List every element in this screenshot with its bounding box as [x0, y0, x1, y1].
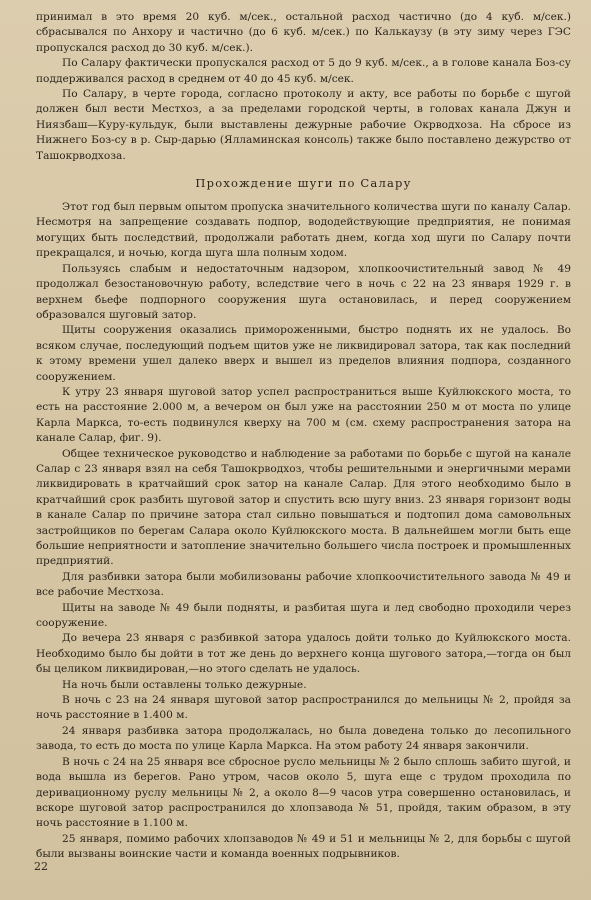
- paragraph-12: В ночь с 24 на 25 января все сбросное русло мельницы № 2 было сплошь забито шугой, и вода вышла из берегов. Рано утром, часов около 5, шуга еще с трудом проходила по деривационному руслу мельницы № 2, а около 8—9 часов утра совершенно остановилась, и вскоре шуговой затор распространился до хлопзавода № 51, пройдя, таким образом, в эту ночь расстояние в 1.100 м.: [36, 755, 571, 830]
- paragraph-2: Пользуясь слабым и недостаточным надзором, хлопкоочистительный завод № 49 продолжал безостановочную работу, вследствие чего в ночь с 22 на 23 января 1929 г. в верхнем бьефе подпорного сооружения шуга остановилась, и перед сооружением образовался шуговый затор.: [36, 262, 571, 321]
- paragraph-1: Этот год был первым опытом пропуска значительного количества шуги по каналу Салар. Несмотря на запрещение создавать подпор, вододействующие предприятия, не понимая могущих быть последствий, продолжали работать днем, когда ход шуги по Салару почти прекращался, и ночью, когда шуга шла полным ходом.: [36, 201, 571, 260]
- paragraph-6: Для разбивки затора были мобилизованы рабочие хлопкоочистительного завода № 49 и все рабочие Местхоза.: [36, 570, 571, 599]
- paragraph-13: 25 января, помимо рабочих хлопзаводов № 49 и 51 и мельницы № 2, для борьбы с шугой были вызваны воинские части и команда военных подрывников.: [36, 832, 571, 861]
- section-heading: Прохождение шуги по Салару: [195, 176, 412, 191]
- paragraph-top-3: По Салару, в черте города, согласно протоколу и акту, все работы по борьбе с шугой должен был вести Местхоз, а за пределами городской черты, в головах канала Джун и Ниязбаш—Куру-кульдук, были выставлены дежурные рабочие Окрводхоза. На сбросе из Нижнего Боз-су в р. Сыр-дарью (Ялламинская консоль) также было поставлено дежурство от Ташокрводхоза.: [36, 88, 571, 162]
- page-number: 22: [34, 860, 48, 873]
- paragraph-4: К утру 23 января шуговой затор успел распространиться выше Куйлюкского моста, то есть на расстояние 2.000 м, а вечером он был уже на расстоянии 250 м от моста по улице Карла Маркса, то-есть подвинулся кверху на 700 м (см. схему распространения затора на канале Салар, фиг. 9).: [36, 385, 571, 445]
- paragraph-top-1: принимал в это время 20 куб. м/сек., остальной расход частично (до 4 куб. м/сек.) сбрасывался по Анхору и частично (до 6 куб. м/сек.) по Калькаузу (в эту зиму через ГЭС пропускался расход до 30 куб. м/сек.).: [36, 11, 571, 54]
- paragraph-8: До вечера 23 января с разбивкой затора удалось дойти только до Куйлюкского моста. Необходимо было бы дойти в тот же день до верхнего конца шугового затора,—тогда он был бы целиком ликвидирован,—но этого сделать не удалось.: [36, 632, 571, 676]
- paragraph-3: Щиты сооружения оказались примороженными, быстро поднять их не удалось. Во всяком случае, последующий подъем щитов уже не ликвидировал затора, так как последний к этому времени ушел далеко вверх и вышел из пределов влияния подпора, созданного сооружением.: [36, 324, 571, 383]
- paragraph-9: На ночь были оставлены только дежурные.: [62, 678, 307, 691]
- paragraph-5: Общее техническое руководство и наблюдение за работами по борьбе с шугой на канале Салар с 23 января взял на себя Ташокрводхоз, чтобы решительными и энергичными мерами ликвидировать в кратчайший срок затор на канале Салар. Для этого необходимо было в кратчайший срок разбить шуговой затор и спустить всю шугу вниз. 23 января горизонт воды в канале Салар по причине затора стал сильно повышаться и подтопил дома самовольных застройщиков по берегам Салара около Куйлюкского моста. В дальнейшем могли быть еще большие неприятности и затопление значительно большего числа построек и промышленных предприятий.: [36, 447, 571, 568]
- paragraph-11: 24 января разбивка затора продолжалась, но была доведена только до лесопильного завода, то есть до моста по улице Карла Маркса. На этом работу 24 января закончили.: [36, 724, 571, 753]
- paragraph-7: Щиты на заводе № 49 были подняты, и разбитая шуга и лед свободно проходили через сооружение.: [36, 601, 571, 630]
- paragraph-10: В ночь с 23 на 24 января шуговой затор распространился до мельницы № 2, пройдя за ночь расстояние в 1.400 м.: [36, 694, 571, 722]
- paragraph-top-2: По Салару фактически пропускался расход от 5 до 9 куб. м/сек., а в голове канала Боз-су поддерживался расход в среднем от 40 до 45 куб. м/сек.: [36, 57, 571, 85]
